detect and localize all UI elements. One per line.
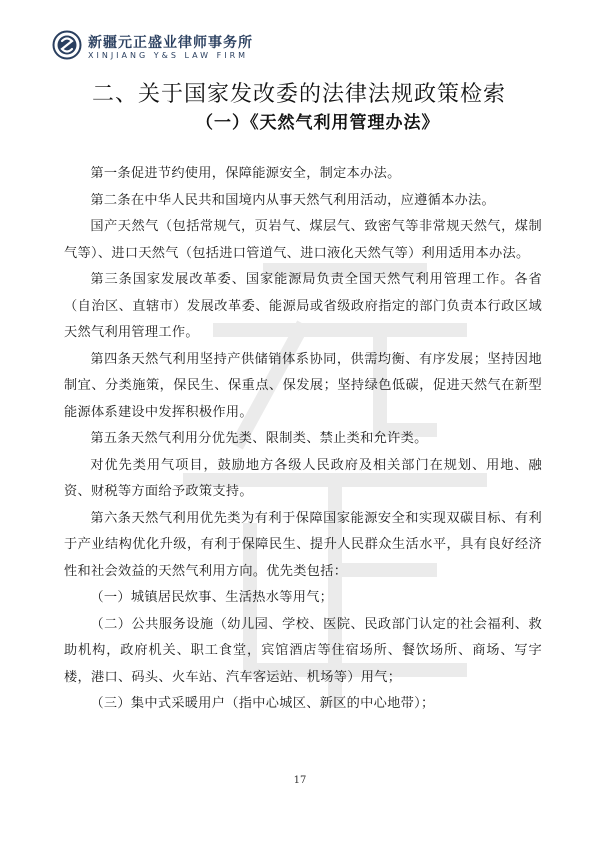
page-number: 17 xyxy=(293,775,307,786)
list-item-1: （一）城镇居民炊事、生活热水等用气； xyxy=(90,590,334,605)
firm-name-en: XINJIANG Y&S LAW FIRM xyxy=(88,51,249,60)
document-subtitle: （一）《天然气利用管理办法》 xyxy=(196,113,440,133)
paragraph-scope: 国产天然气（包括常规气，页岩气、煤层气、致密气等非常规天然气，煤制气等）、进口天然气（包括进口管道气、进口液化天然气等）利用适用本办法。 xyxy=(64,219,542,261)
paragraph-article-3: 第三条国家发展改革委、国家能源局负责全国天然气利用管理工作。各省（自治区、直辖市）发展改革委、能源局或省级政府指定的部门负责本行政区域天然气利用管理工作。 xyxy=(64,272,542,340)
firm-name-cn: 新疆元正盛业律师事务所 xyxy=(88,35,253,51)
paragraph-article-6: 第六条天然气利用优先类为有利于保障国家能源安全和实现双碳目标、有利于产业结构优化升级，有利于保障民生、提升人民群众生活水平，具有良好经济性和社会效益的天然气利用方向。优先类包括： xyxy=(64,510,542,579)
paragraph-article-5: 第五条天然气利用分优先类、限制类、禁止类和允许类。 xyxy=(90,431,428,446)
section-title: 二、关于国家发改委的法律法规政策检索 xyxy=(92,82,507,107)
paragraph-article-4: 第四条天然气利用坚持产供储销体系协同，供需均衡、有序发展；坚持因地制宜、分类施策，保民生、保重点、保发展；坚持绿色低碳，促进天然气在新型能源体系建设中发挥积极作用。 xyxy=(64,351,542,420)
document-body xyxy=(64,161,542,718)
list-item-3: （三）集中式采暖用户（指中心城区、新区的中心地带）； xyxy=(90,696,435,711)
letterhead xyxy=(52,28,552,64)
paragraph-article-2: 第二条在中华人民共和国境内从事天然气利用活动，应遵循本办法。 xyxy=(90,192,496,208)
paragraph-article-1: 第一条促进节约使用，保障能源安全，制定本办法。 xyxy=(90,166,401,181)
list-item-2: （二）公共服务设施（幼儿园、学校、医院、民政部门认定的社会福利、救助机构，政府机关、职工食堂，宾馆酒店等住宿场所、餐饮场所、商场、写字楼，港口、码头、火车站、汽车客运站、机场等）用气； xyxy=(64,616,542,685)
paragraph-priority-support: 对优先类用气项目，鼓励地方各级人民政府及相关部门在规划、用地、融资、财税等方面给予政策支持。 xyxy=(64,457,542,499)
ys-logo-icon xyxy=(52,30,82,60)
